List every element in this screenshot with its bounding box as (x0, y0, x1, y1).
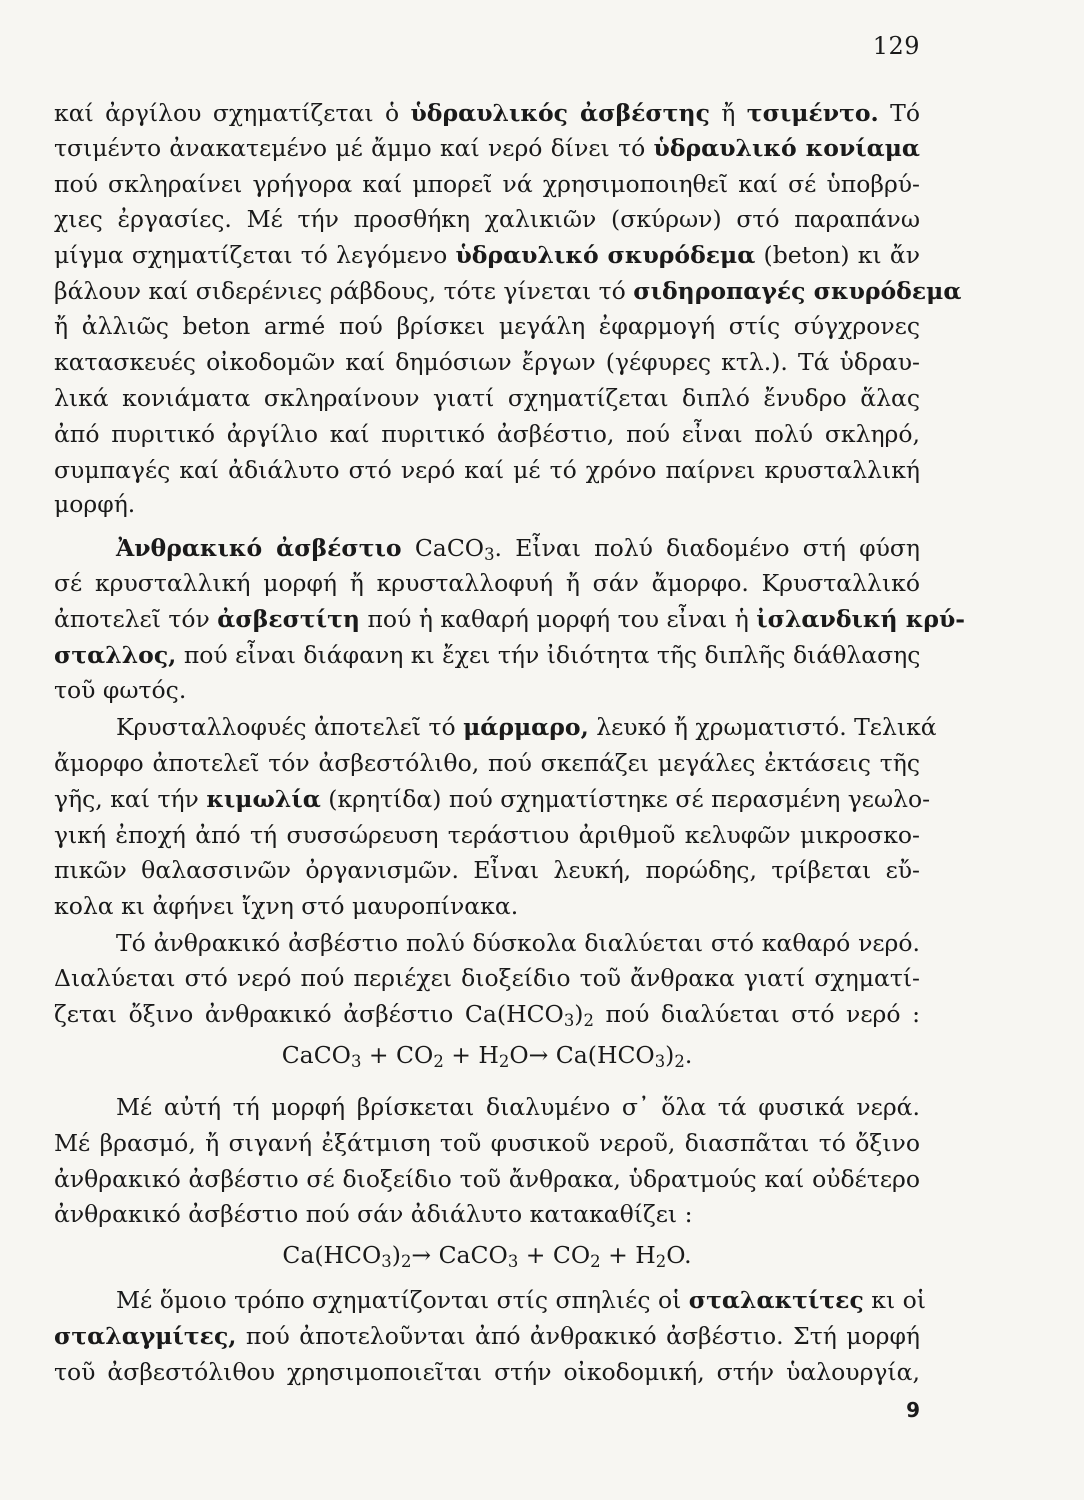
text-line: μορφή. (54, 490, 136, 518)
text-line: πικῶν θαλασσινῶν ὀργανισμῶν. Εἶναι λευκή, πορώδης, τρίβεται εὔ- (54, 856, 920, 884)
text-line: τσιμέντο ἀνακατεμένο μέ ἄμμο καί νερό δίνει τό ὑδραυλικό κονίαμα (54, 134, 920, 162)
text-line: καί ἀργίλου σχηματίζεται ὁ ὑδραυλικός ἀσβέστης ἤ τσιμέντο. Τό (54, 99, 920, 127)
text-line: κατασκευές οἰκοδομῶν καί δημόσιων ἔργων (γέφυρες κτλ.). Τά ὑδραυ- (54, 348, 920, 376)
page-number: 129 (872, 32, 920, 60)
text-line: γῆς, καί τήν κιμωλία (κρητίδα) πού σχηματίστηκε σέ περασμένη γεωλο- (54, 785, 931, 813)
text-line: μίγμα σχηματίζεται τό λεγόμενο ὑδραυλικό σκυρόδεμα (beton) κι ἄν (54, 241, 920, 269)
signature-mark: 9 (906, 1398, 920, 1422)
text-line: βάλουν καί σιδερένιες ράβδους, τότε γίνεται τό σιδηροπαγές σκυρόδεμα (54, 277, 962, 305)
text-line: ἀνθρακικό ἀσβέστιο πού σάν ἀδιάλυτο κατακαθίζει : (54, 1200, 693, 1228)
text-line: λικά κονιάματα σκληραίνουν γιατί σχηματίζεται διπλό ἔνυδρο ἅλας (54, 384, 920, 412)
text-line: Τό ἀνθρακικό ἀσβέστιο πολύ δύσκολα διαλύεται στό καθαρό νερό. (116, 929, 920, 957)
chemical-equation: $Ca(HCO_3)_2\to$ CaCO$_3$ + $CO_2 + H_2O$. (282, 1241, 692, 1272)
text-line: κολα κι ἀφήνει ἴχνη στό μαυροπίνακα. (54, 892, 519, 920)
text-line: συμπαγές καί ἀδιάλυτο στό νερό καί μέ τό χρόνο παίρνει κρυσταλλική (54, 456, 920, 484)
text-line: ἤ ἀλλιῶς beton armé πού βρίσκει μεγάλη ἐφαρμογή στίς σύγχρονες (54, 312, 920, 340)
text-line: τοῦ φωτός. (54, 676, 187, 704)
chemical-equation: CaCO$_3$ + $CO_2 + H_2O\to Ca(HCO_3)_2$. (281, 1041, 693, 1072)
text-line: Μέ ὅμοιο τρόπο σχηματίζονται στίς σπηλιές οἱ σταλακτίτες κι οἱ (116, 1286, 926, 1314)
text-line: χιες ἐργασίες. Μέ τήν προσθήκη χαλικιῶν (σκύρων) στό παραπάνω (54, 205, 920, 233)
text-line: σταλαγμίτες, πού ἀποτελοῦνται ἀπό ἀνθρακικό ἀσβέστιο. Στή μορφή (54, 1322, 920, 1350)
text-line: πού σκληραίνει γρήγορα καί μπορεῖ νά χρησιμοποιηθεῖ καί σέ ὑποβρύ- (54, 170, 920, 198)
text-line: σταλλος, πού εἶναι διάφανη κι ἔχει τήν ἰδιότητα τῆς διπλῆς διάθλασης (54, 641, 921, 669)
text-line: τοῦ ἀσβεστόλιθου χρησιμοποιεῖται στήν οἰκοδομική, στήν ὑαλουργία, (54, 1358, 920, 1386)
text-line: ἀποτελεῖ τόν ἀσβεστίτη πού ἡ καθαρή μορφή του εἶναι ἡ ἰσλανδική κρύ- (54, 605, 966, 633)
text-line: ἄμορφο ἀποτελεῖ τόν ἀσβεστόλιθο, πού σκεπάζει μεγάλες ἐκτάσεις τῆς (54, 749, 920, 777)
text-line: Μέ βρασμό, ἤ σιγανή ἐξάτμιση τοῦ φυσικοῦ νεροῦ, διασπᾶται τό ὄξινο (54, 1129, 920, 1157)
text-line: Διαλύεται στό νερό πού περιέχει διοξείδιο τοῦ ἄνθρακα γιατί σχηματί- (54, 964, 920, 992)
section-heading-line: Ἀνθρακικό ἀσβέστιο CaCO$_3$. Εἶναι πολύ διαδομένο στή φύση (116, 534, 920, 565)
text-line: ἀνθρακικό ἀσβέστιο σέ διοξείδιο τοῦ ἄνθρακα, ὑδρατμούς καί οὐδέτερο (54, 1165, 920, 1193)
text-line: σέ κρυσταλλική μορφή ἤ κρυσταλλοφυή ἤ σάν ἄμορφο. Κρυσταλλικό (54, 569, 920, 597)
text-line: Μέ αὐτή τή μορφή βρίσκεται διαλυμένο σ᾽ ὅλα τά φυσικά νερά. (116, 1093, 920, 1121)
text-line: ζεται ὄξινο ἀνθρακικό ἀσβέστιο $Ca(HCO_3)_2$ πού διαλύεται στό νερό : (54, 1000, 920, 1031)
text-line: ἀπό πυριτικό ἀργίλιο καί πυριτικό ἀσβέστιο, πού εἶναι πολύ σκληρό, (54, 420, 920, 448)
text-line: γική ἐποχή ἀπό τή συσσώρευση τεράστιου ἀριθμοῦ κελυφῶν μικροσκο- (54, 821, 920, 849)
text-line: Κρυσταλλοφυές ἀποτελεῖ τό μάρμαρο, λευκό ἤ χρωματιστό. Τελικά (116, 713, 937, 741)
